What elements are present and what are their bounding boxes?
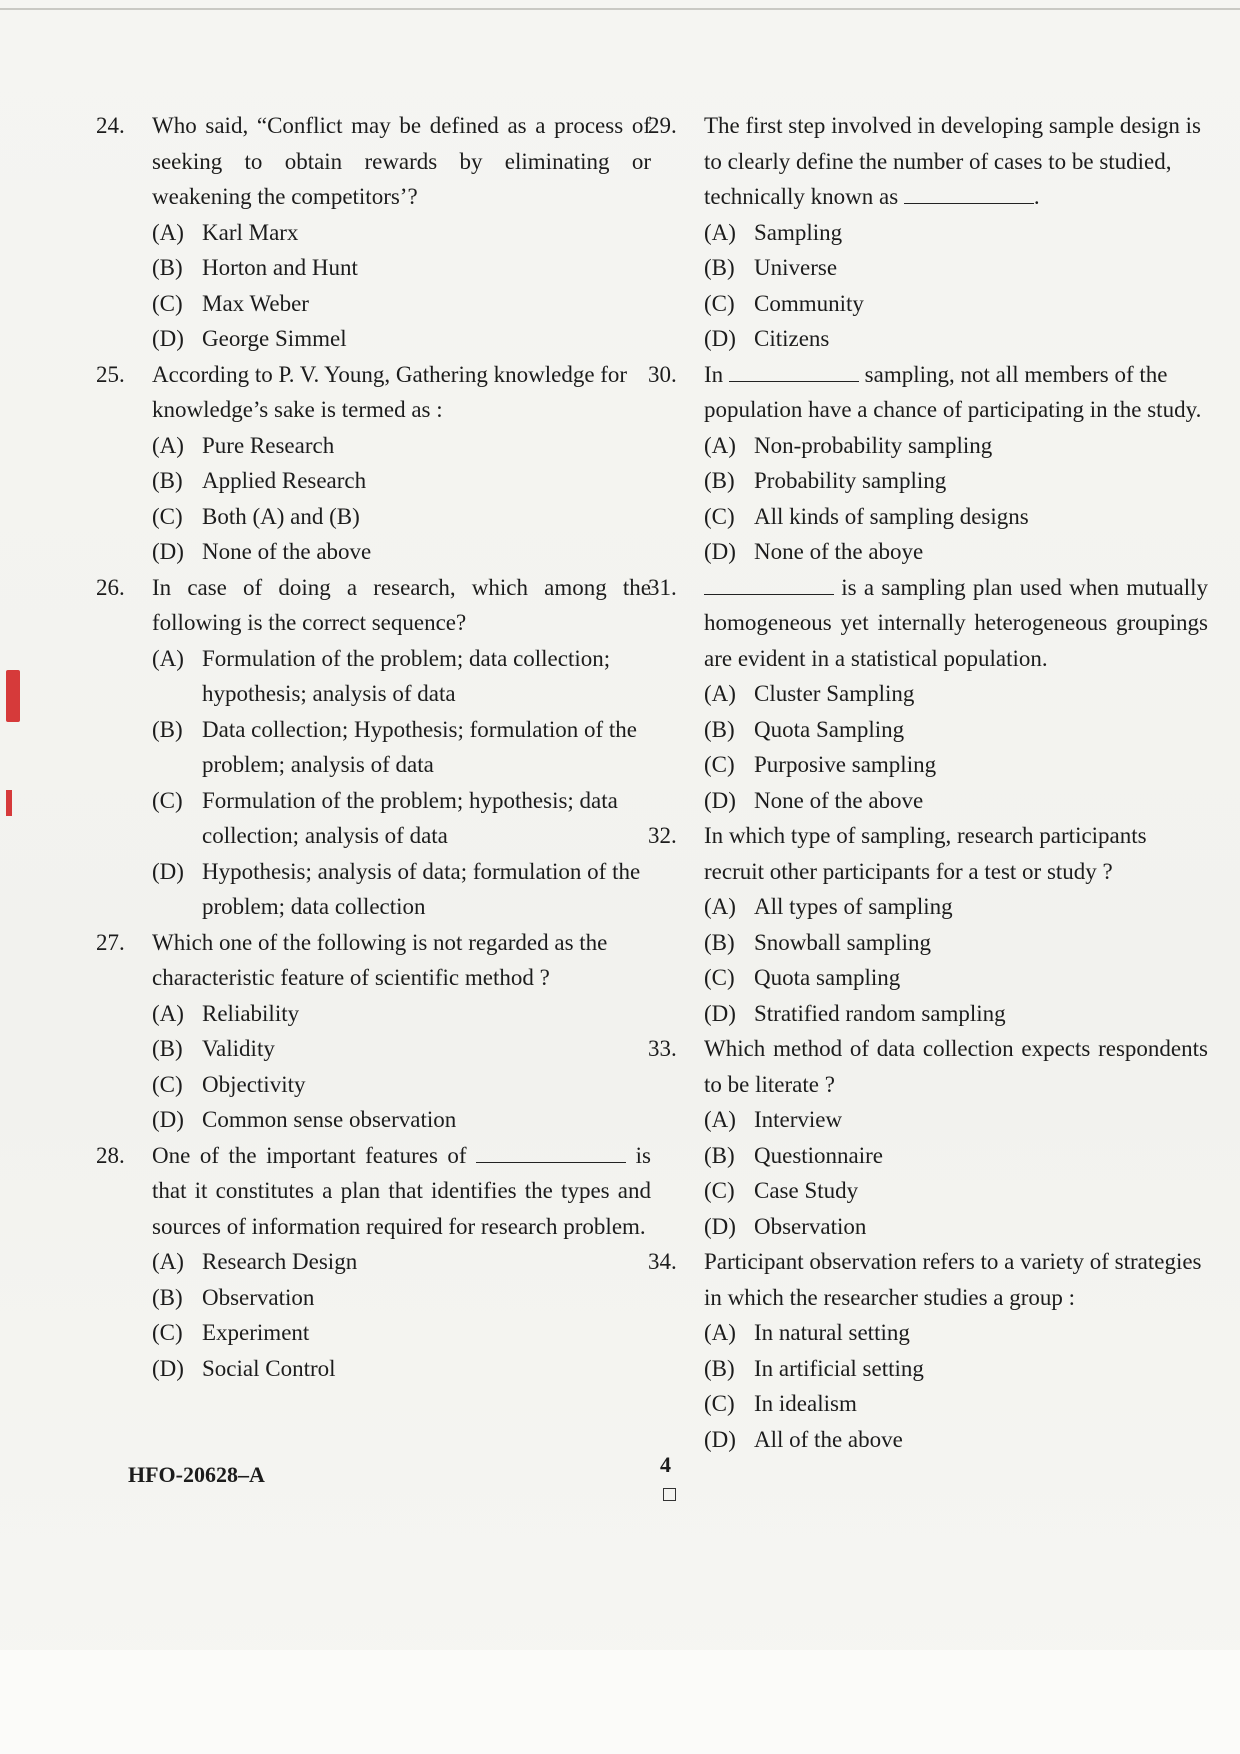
question-32 bbox=[648, 818, 1208, 1031]
option-d bbox=[704, 321, 1208, 357]
option-text: Sampling bbox=[754, 219, 843, 245]
options-list bbox=[152, 996, 651, 1138]
option-b bbox=[152, 1280, 651, 1316]
stem-text-after: . bbox=[1033, 184, 1040, 209]
question-number: 25. bbox=[96, 361, 125, 387]
question-31 bbox=[648, 570, 1208, 819]
option-a bbox=[152, 215, 651, 251]
question-number: 26. bbox=[96, 574, 125, 600]
option-b bbox=[152, 712, 651, 783]
red-margin-mark-small bbox=[6, 790, 12, 816]
question-30 bbox=[648, 357, 1208, 570]
question-number: 27. bbox=[96, 929, 125, 955]
option-d bbox=[152, 534, 651, 570]
option-c bbox=[152, 783, 651, 854]
option-text: Interview bbox=[754, 1107, 843, 1132]
option-label: (A) bbox=[704, 1107, 736, 1132]
option-c bbox=[152, 1315, 651, 1351]
option-label: (D) bbox=[704, 1000, 736, 1026]
option-text: Hypothesis; analysis of data; formulation of the problem; data collection bbox=[202, 858, 641, 919]
option-text: Max Weber bbox=[202, 290, 309, 316]
option-text: All of the above bbox=[754, 1426, 903, 1452]
option-label: (C) bbox=[152, 787, 183, 813]
option-c bbox=[704, 747, 1208, 783]
option-text: Both (A) and (B) bbox=[202, 503, 360, 529]
option-label: (D) bbox=[152, 326, 184, 351]
option-label: (B) bbox=[704, 929, 735, 955]
question-29 bbox=[648, 108, 1208, 357]
question-number: 28. bbox=[96, 1142, 125, 1168]
option-b bbox=[704, 925, 1208, 961]
option-label: (C) bbox=[152, 1320, 183, 1345]
question-stem: In case of doing a research, which among the following is the correct sequence? bbox=[152, 574, 651, 635]
option-label: (B) bbox=[152, 1036, 183, 1061]
option-c bbox=[152, 286, 651, 322]
answer-blank bbox=[729, 361, 859, 382]
option-a bbox=[152, 428, 651, 464]
option-label: (D) bbox=[704, 539, 736, 564]
option-b bbox=[152, 1031, 651, 1067]
right-column bbox=[648, 108, 1208, 1457]
option-c bbox=[704, 499, 1208, 535]
option-d bbox=[152, 1102, 651, 1138]
option-label: (C) bbox=[704, 965, 735, 990]
stem-text-before: One of the important features of bbox=[152, 1142, 467, 1168]
options-list bbox=[152, 215, 651, 357]
option-d bbox=[152, 854, 651, 925]
option-text: Common sense observation bbox=[202, 1107, 457, 1132]
option-label: (C) bbox=[152, 290, 183, 316]
option-b bbox=[704, 712, 1208, 748]
option-text: George Simmel bbox=[202, 326, 347, 351]
option-b bbox=[152, 463, 651, 499]
option-b bbox=[152, 250, 651, 286]
question-33 bbox=[648, 1031, 1208, 1244]
option-a bbox=[704, 428, 1208, 464]
answer-blank bbox=[904, 183, 1034, 204]
answer-blank bbox=[704, 574, 834, 595]
question-number: 34. bbox=[648, 1249, 677, 1274]
option-label: (C) bbox=[704, 752, 735, 777]
page-box-icon bbox=[663, 1488, 676, 1501]
stem-text-before: The first step involved in developing sample design is to clearly define the number of cases to be studied, technically known as bbox=[704, 113, 1201, 209]
option-text: None of the above bbox=[754, 787, 924, 813]
question-stem: In which type of sampling, research participants recruit other participants for a test or study ? bbox=[704, 823, 1147, 884]
stem-text-before: In bbox=[704, 361, 724, 387]
option-b bbox=[704, 1138, 1208, 1174]
option-text: In artificial setting bbox=[754, 1355, 924, 1381]
page-top-edge bbox=[0, 8, 1240, 10]
option-label: (A) bbox=[704, 681, 736, 706]
question-number: 33. bbox=[648, 1036, 677, 1061]
paper-code: HFO-20628–A bbox=[128, 1462, 265, 1487]
option-c bbox=[704, 1386, 1208, 1422]
options-list bbox=[704, 1102, 1208, 1244]
options-list bbox=[152, 428, 651, 570]
option-text: Validity bbox=[202, 1036, 275, 1061]
option-text: Cluster Sampling bbox=[754, 681, 915, 706]
option-text: Non-probability sampling bbox=[754, 432, 993, 458]
option-d bbox=[704, 1209, 1208, 1245]
question-27 bbox=[96, 925, 651, 1138]
option-label: (C) bbox=[704, 1178, 735, 1203]
option-label: (D) bbox=[152, 539, 184, 564]
question-24 bbox=[96, 108, 651, 357]
option-text: Observation bbox=[754, 1213, 867, 1239]
option-text: Citizens bbox=[754, 326, 830, 351]
option-text: Community bbox=[754, 290, 864, 316]
option-label: (B) bbox=[704, 255, 735, 280]
question-stem: Participant observation refers to a variety of strategies in which the researcher studies a group : bbox=[704, 1249, 1202, 1310]
page-bottom-margin bbox=[0, 1650, 1240, 1754]
option-a bbox=[152, 996, 651, 1032]
option-a bbox=[704, 215, 1208, 251]
option-label: (D) bbox=[152, 1355, 184, 1381]
option-label: (C) bbox=[152, 1071, 183, 1097]
option-text: Questionnaire bbox=[754, 1142, 884, 1168]
option-text: Karl Marx bbox=[202, 219, 299, 245]
option-d bbox=[704, 783, 1208, 819]
option-label: (B) bbox=[704, 716, 735, 742]
option-text: Pure Research bbox=[202, 432, 335, 458]
question-stem: Which method of data collection expects respondents to be literate ? bbox=[704, 1036, 1208, 1097]
question-number: 24. bbox=[96, 113, 125, 138]
stem-text-after: is a sampling plan used when mutually homogeneous yet internally heterogeneous groupings are evident in a statistical population. bbox=[704, 574, 1209, 671]
option-text: Observation bbox=[202, 1284, 315, 1310]
options-list bbox=[152, 641, 651, 925]
question-stem: Which one of the following is not regarded as the characteristic feature of scientific method ? bbox=[152, 929, 608, 990]
question-number: 32. bbox=[648, 823, 677, 848]
option-text: All kinds of sampling designs bbox=[754, 503, 1029, 529]
option-d bbox=[704, 1422, 1208, 1458]
option-text: Case Study bbox=[754, 1178, 859, 1203]
option-text: Formulation of the problem; hypothesis; data collection; analysis of data bbox=[202, 787, 618, 848]
answer-blank bbox=[476, 1142, 626, 1163]
option-label: (B) bbox=[152, 1284, 183, 1310]
options-list bbox=[704, 1315, 1208, 1457]
option-text: Horton and Hunt bbox=[202, 255, 358, 280]
option-label: (A) bbox=[152, 645, 184, 671]
option-label: (C) bbox=[152, 503, 183, 529]
option-b bbox=[704, 250, 1208, 286]
option-text: None of the aboye bbox=[754, 539, 924, 564]
option-text: None of the above bbox=[202, 539, 372, 564]
option-label: (C) bbox=[704, 290, 735, 316]
option-text: Quota Sampling bbox=[754, 716, 905, 742]
option-label: (D) bbox=[704, 1426, 736, 1452]
option-label: (A) bbox=[704, 432, 736, 458]
option-label: (D) bbox=[704, 787, 736, 813]
option-text: Social Control bbox=[202, 1355, 336, 1381]
option-label: (D) bbox=[704, 1213, 736, 1239]
question-number: 30. bbox=[648, 361, 677, 387]
option-text: Snowball sampling bbox=[754, 929, 931, 955]
option-label: (D) bbox=[152, 858, 184, 884]
option-a bbox=[704, 676, 1208, 712]
option-label: (A) bbox=[152, 432, 184, 458]
question-26 bbox=[96, 570, 651, 925]
option-text: Research Design bbox=[202, 1249, 358, 1274]
question-number: 31. bbox=[648, 574, 677, 600]
option-text: In natural setting bbox=[754, 1320, 910, 1345]
options-list bbox=[704, 676, 1208, 818]
question-34 bbox=[648, 1244, 1208, 1457]
question-stem: According to P. V. Young, Gathering knowledge for knowledge’s sake is termed as : bbox=[152, 361, 628, 422]
option-label: (D) bbox=[704, 326, 736, 351]
option-label: (B) bbox=[152, 468, 183, 493]
option-label: (A) bbox=[152, 219, 184, 245]
option-a bbox=[152, 641, 651, 712]
option-d bbox=[152, 321, 651, 357]
question-stem bbox=[704, 108, 1208, 215]
option-text: Stratified random sampling bbox=[754, 1000, 1006, 1026]
option-label: (B) bbox=[704, 1355, 735, 1381]
question-stem bbox=[704, 570, 1208, 677]
option-label: (A) bbox=[152, 1249, 184, 1274]
page-number: 4 bbox=[660, 1452, 671, 1477]
option-text: Objectivity bbox=[202, 1071, 306, 1097]
option-label: (A) bbox=[152, 1000, 184, 1026]
question-25 bbox=[96, 357, 651, 570]
options-list bbox=[704, 889, 1208, 1031]
option-label: (B) bbox=[152, 255, 183, 280]
option-label: (C) bbox=[704, 503, 735, 529]
option-c bbox=[152, 499, 651, 535]
question-28 bbox=[96, 1138, 651, 1387]
option-c bbox=[704, 286, 1208, 322]
left-column bbox=[96, 108, 651, 1386]
option-label: (A) bbox=[704, 894, 736, 919]
option-b bbox=[704, 1351, 1208, 1387]
question-number: 29. bbox=[648, 113, 677, 138]
question-stem bbox=[704, 357, 1208, 428]
stem-text-after: sampling, not all members of the population have a chance of participating in the study. bbox=[704, 361, 1202, 422]
option-b bbox=[704, 463, 1208, 499]
option-text: Probability sampling bbox=[754, 468, 947, 493]
option-c bbox=[704, 960, 1208, 996]
option-label: (A) bbox=[704, 219, 736, 245]
option-label: (D) bbox=[152, 1107, 184, 1132]
option-text: Applied Research bbox=[202, 468, 367, 493]
option-text: All types of sampling bbox=[754, 894, 953, 919]
options-list bbox=[704, 215, 1208, 357]
option-d bbox=[704, 996, 1208, 1032]
option-a bbox=[152, 1244, 651, 1280]
option-a bbox=[704, 1315, 1208, 1351]
option-label: (B) bbox=[704, 468, 735, 493]
option-c bbox=[704, 1173, 1208, 1209]
option-text: In idealism bbox=[754, 1391, 857, 1416]
option-label: (B) bbox=[152, 716, 183, 742]
option-text: Reliability bbox=[202, 1000, 300, 1026]
option-d bbox=[152, 1351, 651, 1387]
options-list bbox=[704, 428, 1208, 570]
option-a bbox=[704, 1102, 1208, 1138]
option-c bbox=[152, 1067, 651, 1103]
red-margin-mark bbox=[6, 670, 20, 722]
option-label: (C) bbox=[704, 1391, 735, 1416]
option-text: Purposive sampling bbox=[754, 752, 937, 777]
question-stem: Who said, “Conflict may be defined as a process of seeking to obtain rewards by eliminating or weakening the competitors’? bbox=[152, 113, 651, 209]
option-text: Formulation of the problem; data collection; hypothesis; analysis of data bbox=[202, 645, 611, 706]
option-text: Experiment bbox=[202, 1320, 310, 1345]
option-label: (A) bbox=[704, 1320, 736, 1345]
option-label: (B) bbox=[704, 1142, 735, 1168]
option-a bbox=[704, 889, 1208, 925]
options-list bbox=[152, 1244, 651, 1386]
option-text: Universe bbox=[754, 255, 838, 280]
option-text: Quota sampling bbox=[754, 965, 901, 990]
option-d bbox=[704, 534, 1208, 570]
option-text: Data collection; Hypothesis; formulation of the problem; analysis of data bbox=[202, 716, 637, 777]
question-stem bbox=[152, 1138, 651, 1245]
stem-text-after: is that it constitutes a plan that identifies the types and sources of information required for research problem. bbox=[152, 1142, 651, 1239]
